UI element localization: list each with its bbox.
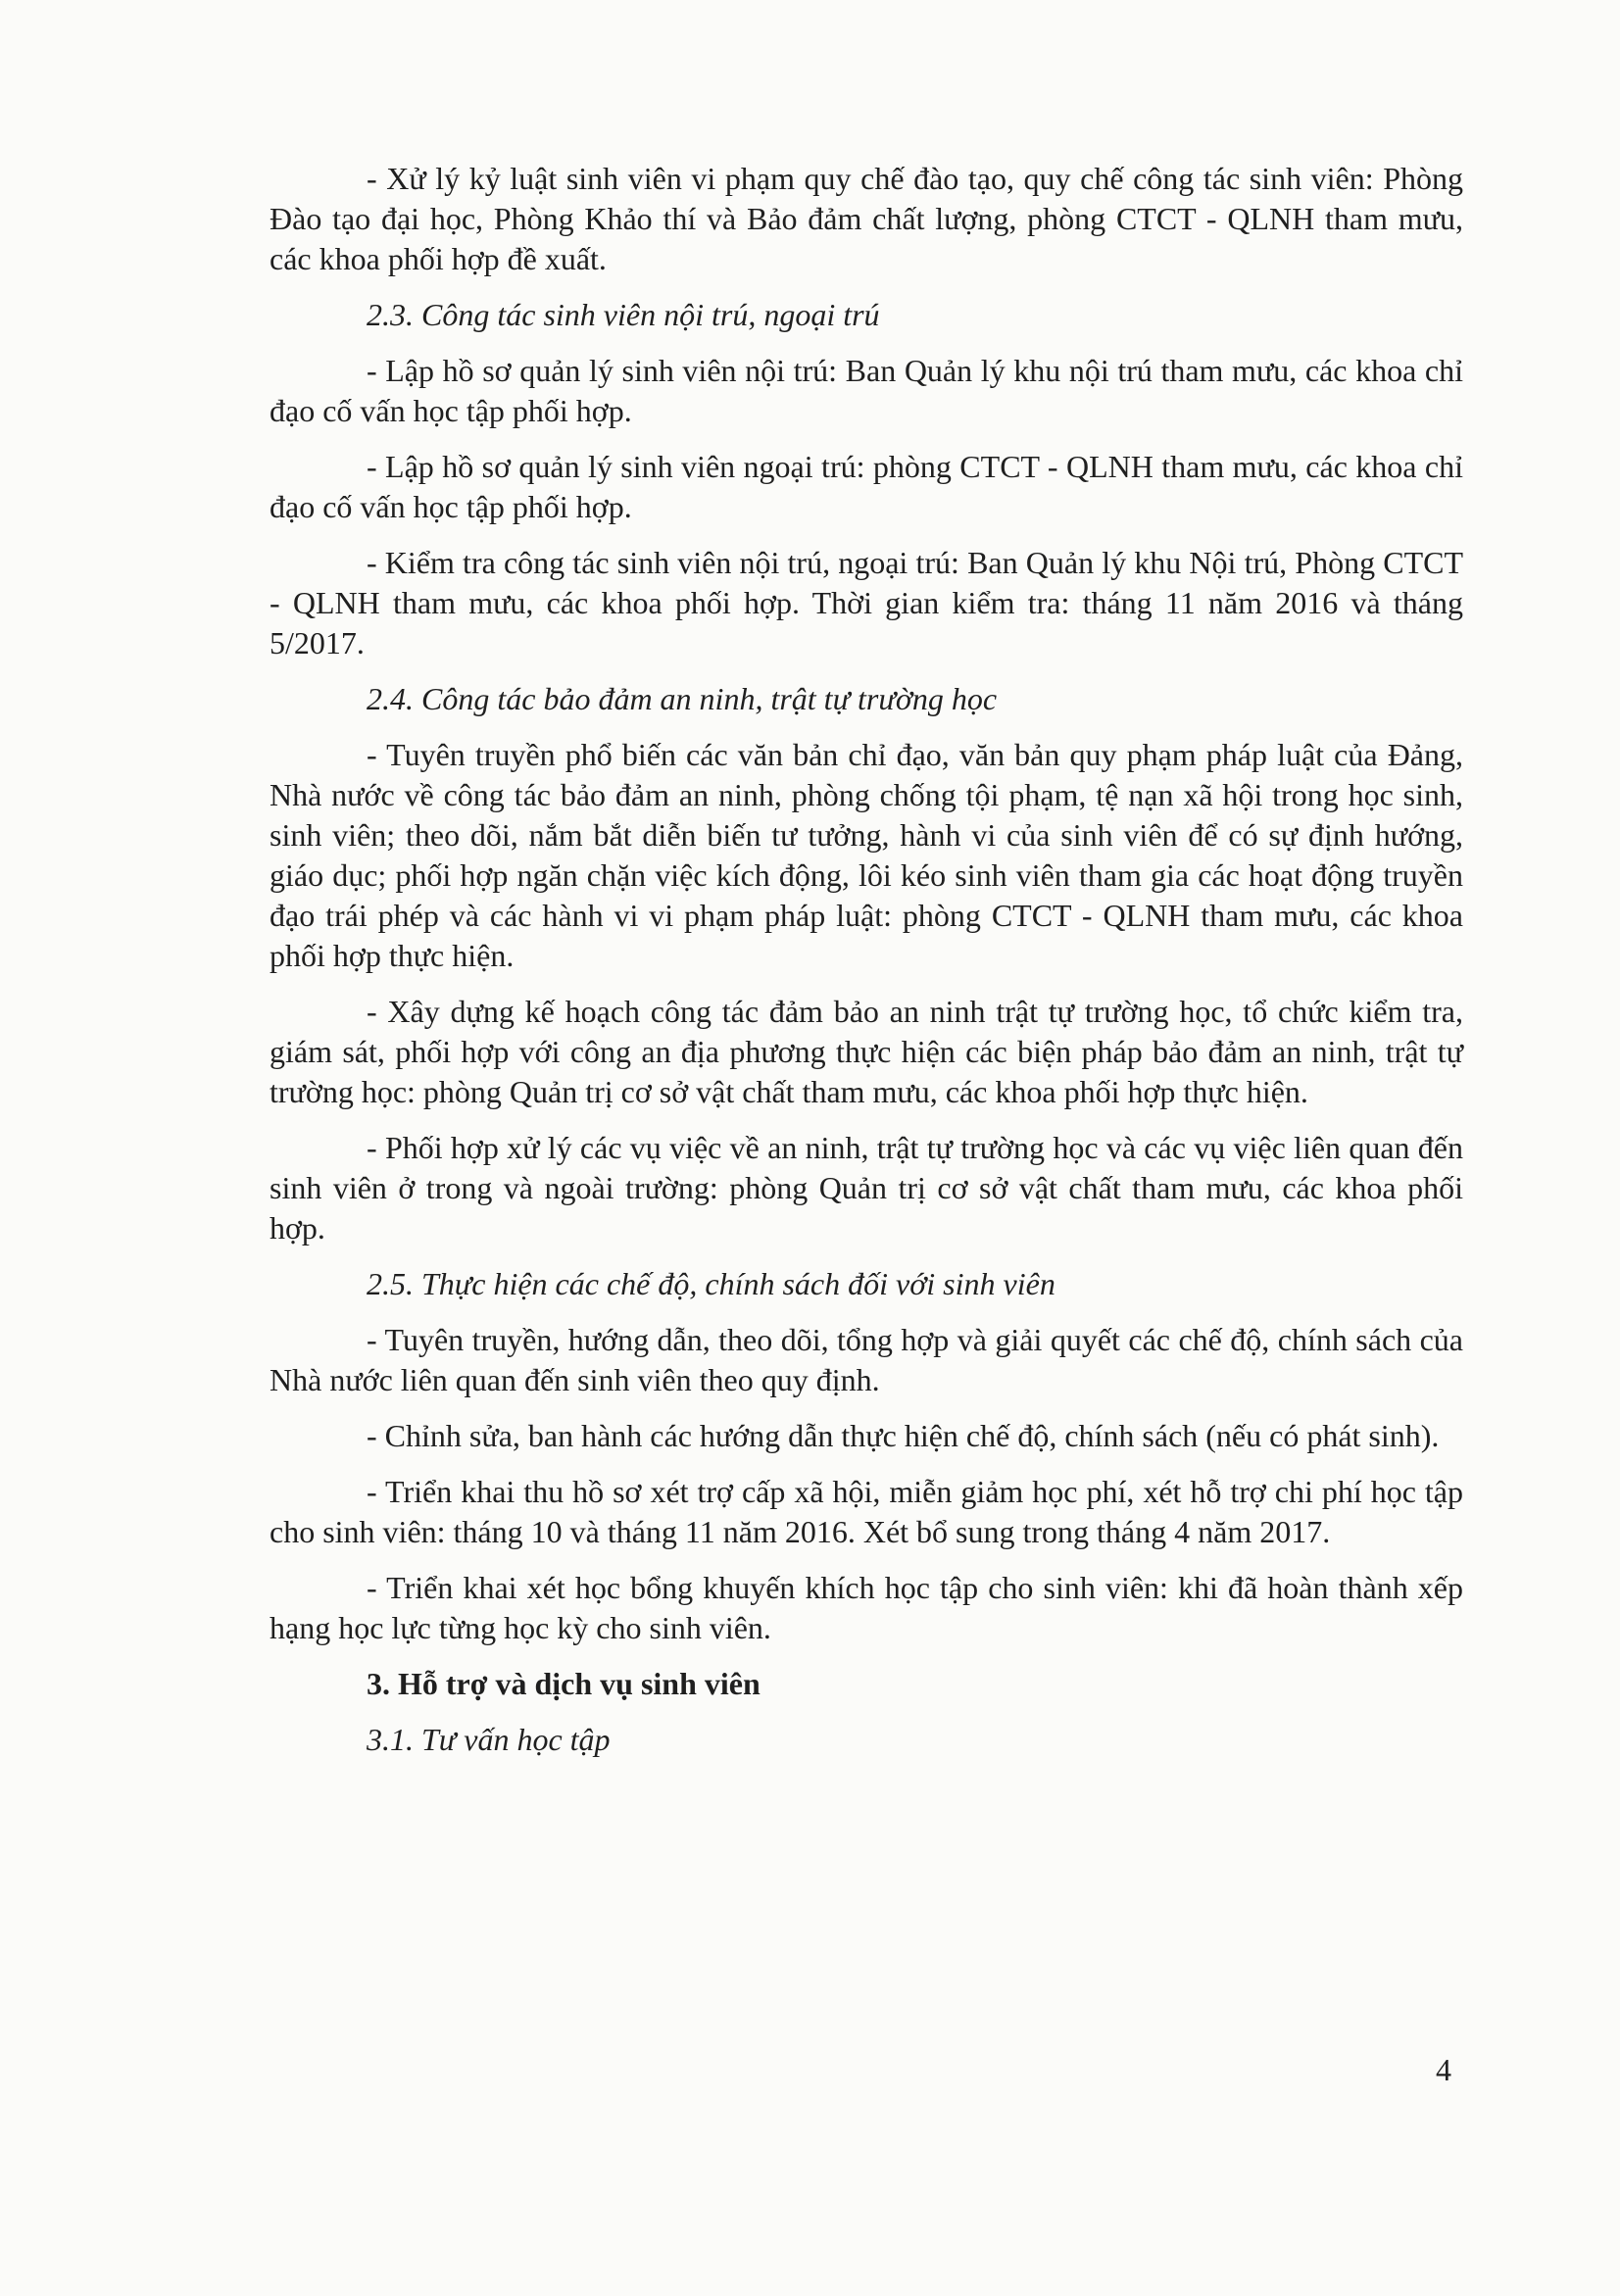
section-heading-2-4: 2.4. Công tác bảo đảm an ninh, trật tự trường học xyxy=(367,681,998,716)
paragraph-policy-revision: - Chỉnh sửa, ban hành các hướng dẫn thực hiện chế độ, chính sách (nếu có phát sinh). xyxy=(367,1418,1440,1453)
paragraph-boarding-records: - Lập hồ sơ quản lý sinh viên nội trú: Ban Quản lý khu nội trú tham mưu, các khoa chỉ đạo cố vấn học tập phối hợp. xyxy=(270,353,1463,428)
section-heading-3-1: 3.1. Tư vấn học tập xyxy=(367,1722,611,1757)
paragraph-policy-guidance: - Tuyên truyền, hướng dẫn, theo dõi, tổng hợp và giải quyết các chế độ, chính sách của Nhà nước liên quan đến sinh viên theo quy định. xyxy=(270,1322,1463,1397)
paragraph-nonboarding-records: - Lập hồ sơ quản lý sinh viên ngoại trú: phòng CTCT - QLNH tham mưu, các khoa chỉ đạo cố vấn học tập phối hợp. xyxy=(270,449,1463,524)
paragraph-subsidy-collection: - Triển khai thu hồ sơ xét trợ cấp xã hội, miễn giảm học phí, xét hỗ trợ chi phí học tập cho sinh viên: tháng 10 và tháng 11 năm 2016. Xét bổ sung trong tháng 4 năm 2017. xyxy=(270,1474,1463,1549)
paragraph-inspection: - Kiểm tra công tác sinh viên nội trú, ngoại trú: Ban Quản lý khu Nội trú, Phòng CTCT - QLNH tham mưu, các khoa phối hợp. Thời gian kiểm tra: tháng 11 năm 2016 và tháng 5/2017. xyxy=(270,545,1463,660)
page-number: 4 xyxy=(1436,2052,1451,2087)
paragraph-security-plan: - Xây dựng kế hoạch công tác đảm bảo an ninh trật tự trường học, tổ chức kiểm tra, giám sát, phối hợp với công an địa phương thực hiện các biện pháp bảo đảm an ninh, trật tự trường học: phòng Quản trị cơ sở vật chất tham mưu, các khoa phối hợp thực hiện. xyxy=(270,994,1463,1109)
section-heading-2-3: 2.3. Công tác sinh viên nội trú, ngoại trú xyxy=(367,297,880,332)
paragraph-discipline: - Xử lý kỷ luật sinh viên vi phạm quy chế đào tạo, quy chế công tác sinh viên: Phòng Đào tạo đại học, Phòng Khảo thí và Bảo đảm chất lượng, phòng CTCT - QLNH tham mưu, các khoa phối hợp đề xuất. xyxy=(270,161,1463,276)
section-heading-2-5: 2.5. Thực hiện các chế độ, chính sách đối với sinh viên xyxy=(367,1266,1055,1301)
document-body xyxy=(270,159,1463,1776)
paragraph-propaganda: - Tuyên truyền phổ biến các văn bản chỉ đạo, văn bản quy phạm pháp luật của Đảng, Nhà nước về công tác bảo đảm an ninh, phòng chống tội phạm, tệ nạn xã hội trong học sinh, sinh viên; theo dõi, nắm bắt diễn biến tư tưởng, hành vi của sinh viên để có sự định hướng, giáo dục; phối hợp ngăn chặn việc kích động, lôi kéo sinh viên tham gia các hoạt động truyền đạo trái phép và các hành vi vi phạm pháp luật: phòng CTCT - QLNH tham mưu, các khoa phối hợp thực hiện. xyxy=(270,737,1463,973)
section-heading-3: 3. Hỗ trợ và dịch vụ sinh viên xyxy=(367,1666,761,1701)
paragraph-scholarship: - Triển khai xét học bổng khuyến khích học tập cho sinh viên: khi đã hoàn thành xếp hạng học lực từng học kỳ cho sinh viên. xyxy=(270,1570,1463,1645)
paragraph-incident-handling: - Phối hợp xử lý các vụ việc về an ninh, trật tự trường học và các vụ việc liên quan đến sinh viên ở trong và ngoài trường: phòng Quản trị cơ sở vật chất tham mưu, các khoa phối hợp. xyxy=(270,1130,1463,1246)
